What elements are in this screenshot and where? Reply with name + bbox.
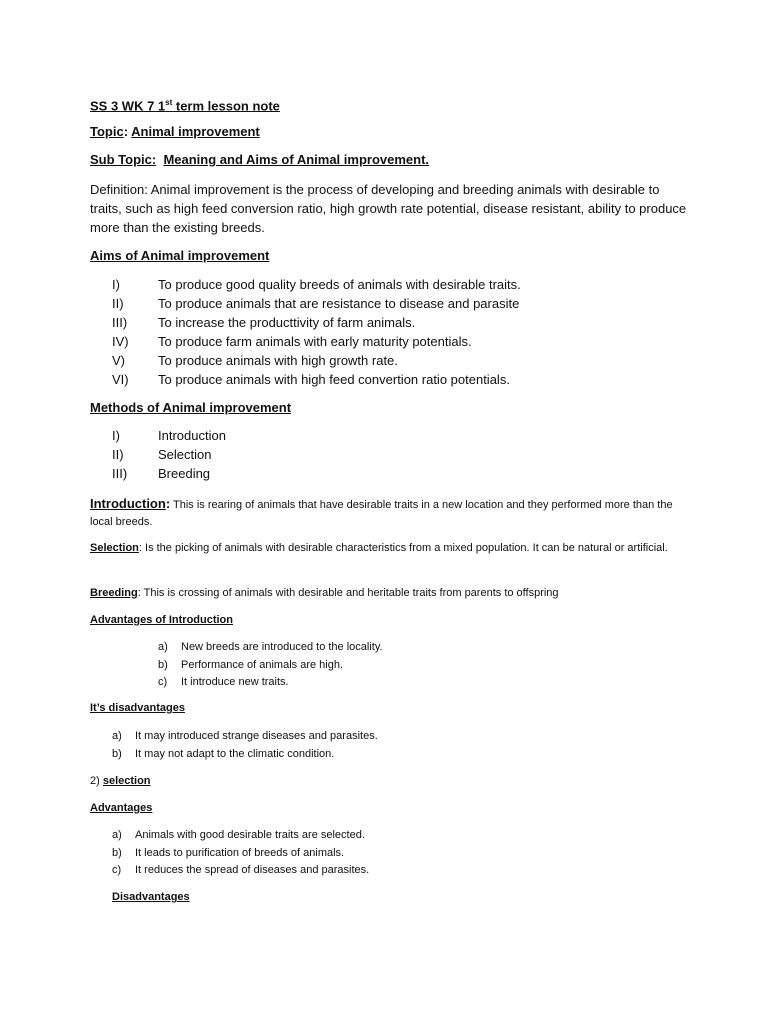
list-marker: c) — [112, 864, 122, 876]
subtopic-line — [90, 151, 429, 169]
list-marker: a) — [112, 730, 122, 742]
list-text: To produce animals with high feed convertion ratio potentials. — [158, 372, 510, 387]
list-marker: VI) — [112, 372, 129, 387]
introduction-colon: : — [165, 496, 171, 511]
section-title: selection — [102, 775, 151, 787]
intro-disadvantages-heading: It’s disadvantages — [90, 702, 185, 714]
selection-section-title — [90, 773, 151, 790]
section-number: 2) — [90, 775, 103, 787]
list-text: To produce animals that are resistance to disease and parasite — [158, 296, 520, 311]
list-marker: c) — [158, 676, 168, 688]
topic-value: Animal improvement — [131, 124, 260, 139]
list-marker: IV) — [112, 334, 129, 349]
list-marker: I) — [112, 428, 120, 443]
introduction-text: This is rearing of animals that have desirable traits in a new location and they performed more than the local breeds. — [90, 499, 673, 528]
list-marker: II) — [112, 296, 124, 311]
header-suffix: term lesson note — [172, 98, 280, 114]
topic-separator: : — [123, 124, 132, 139]
intro-advantages-heading: Advantages of Introduction — [90, 614, 233, 626]
list-text: Breeding — [158, 466, 211, 481]
header-prefix: SS 3 WK 7 1 — [90, 98, 166, 114]
list-text: Selection — [158, 447, 212, 462]
list-text: It introduce new traits. — [181, 676, 289, 688]
definition-paragraph: Definition: Animal improvement is the process of developing and breeding animals with desirable to traits, such as high feed conversion ratio, high growth rate potential, disease resistant, ability to produce more than the existing breeds. — [90, 182, 687, 235]
list-marker: b) — [112, 846, 122, 859]
list-text: It may introduced strange diseases and parasites. — [135, 730, 378, 742]
list-text: To produce farm animals with early maturity potentials. — [158, 334, 472, 349]
list-marker: V) — [112, 353, 125, 368]
topic-label: Topic — [90, 124, 124, 139]
introduction-term: Introduction — [90, 496, 166, 511]
selection-advantages-heading: Advantages — [90, 802, 153, 814]
selection-text: : Is the picking of animals with desirable characteristics from a mixed population. It can be natural or artificial. — [138, 542, 668, 554]
list-text: To increase the producttivity of farm animals. — [158, 315, 416, 330]
list-text: To produce animals with high growth rate. — [158, 353, 398, 368]
list-marker: b) — [158, 658, 168, 671]
header-superscript: st — [165, 98, 173, 107]
list-text: It reduces the spread of diseases and parasites. — [135, 864, 370, 876]
subtopic-value: Meaning and Aims of Animal improvement. — [163, 152, 430, 167]
list-marker: a) — [112, 829, 122, 841]
list-text: It may not adapt to the climatic condition. — [135, 747, 335, 760]
methods-heading: Methods of Animal improvement — [90, 400, 292, 415]
list-text: To produce good quality breeds of animals with desirable traits. — [158, 277, 521, 292]
list-text: Animals with good desirable traits are selected. — [135, 829, 365, 841]
selection-disadvantages-heading: Disadvantages — [112, 891, 190, 903]
list-marker: I) — [112, 277, 120, 292]
breeding-text: : This is crossing of animals with desirable and heritable traits from parents to offspring — [137, 587, 559, 599]
aims-heading: Aims of Animal improvement — [90, 248, 270, 263]
topic-line — [90, 123, 260, 141]
list-text: New breeds are introduced to the locality. — [181, 641, 383, 653]
list-marker: III) — [112, 466, 128, 481]
breeding-paragraph — [90, 585, 559, 602]
selection-paragraph — [90, 540, 680, 557]
list-marker: b) — [112, 747, 122, 760]
subtopic-label: Sub Topic: — [90, 152, 157, 167]
list-marker: a) — [158, 641, 168, 653]
lesson-note-header — [90, 94, 280, 115]
list-text: It leads to purification of breeds of animals. — [135, 846, 345, 859]
list-marker: III) — [112, 315, 128, 330]
selection-term: Selection — [90, 542, 139, 554]
introduction-paragraph — [90, 495, 680, 531]
breeding-term: Breeding — [90, 587, 138, 599]
list-text: Performance of animals are high. — [181, 658, 344, 671]
list-text: Introduction — [158, 428, 226, 443]
list-marker: II) — [112, 447, 124, 462]
